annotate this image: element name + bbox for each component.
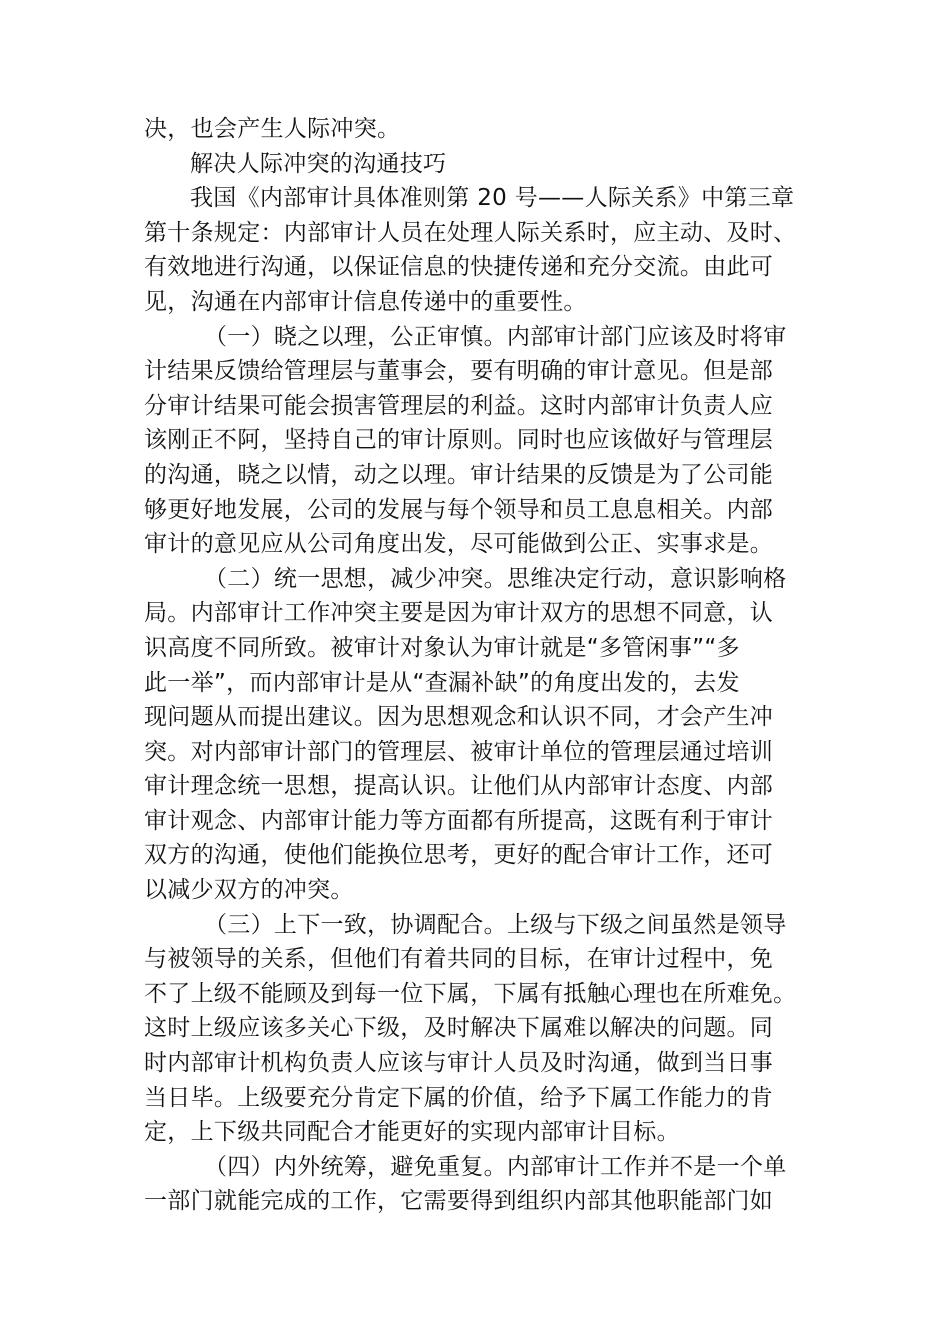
text-line: 第十条规定：内部审计人员在处理人际关系时，应主动、及时、 [144,219,797,246]
text-line: 有效地进行沟通，以保证信息的快捷传递和充分交流。由此可 [144,254,774,281]
text-line: 审计的意见应从公司角度出发，尽可能做到公正、实事求是。 [144,531,774,558]
body-text [144,112,808,1219]
text-line: （四）内外统筹，避免重复。内部审计工作并不是一个单 [204,1153,787,1180]
text-line: 该刚正不阿，坚持自己的审计原则。同时也应该做好与管理层 [144,427,774,454]
text-line: 局。内部审计工作冲突主要是因为审计双方的思想不同意，认 [144,600,774,627]
text-line: 我国《内部审计具体准则第 20 号——人际关系》中第三章 [190,185,795,212]
text-line: 时内部审计机构负责人应该与审计人员及时沟通，做到当日事 [144,1050,774,1077]
text-line: 的沟通，晓之以情，动之以理。审计结果的反馈是为了公司能 [144,461,774,488]
text-line: 见，沟通在内部审计信息传递中的重要性。 [144,288,587,315]
text-line: 突。对内部审计部门的管理层、被审计单位的管理层通过培训 [144,738,774,765]
text-line: 计结果反馈给管理层与董事会，要有明确的审计意见。但是部 [144,358,774,385]
text-line: （三）上下一致，协调配合。上级与下级之间虽然是领导 [204,911,787,938]
text-line: 定，上下级共同配合才能更好的实现内部审计目标。 [144,1119,680,1146]
text-line: 一部门就能完成的工作，它需要得到组织内部其他职能部门如 [144,1188,774,1215]
text-line: 审计理念统一思想，提高认识。让他们从内部审计态度、内部 [144,773,774,800]
text-line: 当日毕。上级要充分肯定下属的价值，给予下属工作能力的肯 [144,1084,774,1111]
text-line: 这时上级应该多关心下级，及时解决下属难以解决的问题。同 [144,1015,774,1042]
text-line: 不了上级不能顾及到每一位下属，下属有抵触心理也在所难免。 [144,980,797,1007]
text-line: （一）晓之以理，公正审慎。内部审计部门应该及时将审 [204,323,787,350]
text-line: 解决人际冲突的沟通技巧 [190,150,447,177]
text-line: （二）统一思想，减少冲突。思维决定行动，意识影响格 [204,565,787,592]
text-line: 现问题从而提出建议。因为思想观念和认识不同，才会产生冲 [144,704,774,731]
text-line: 与被领导的关系，但他们有着共同的目标，在审计过程中，免 [144,946,774,973]
text-line: 决，也会产生人际冲突。 [144,116,401,142]
text-line: 识高度不同所致。被审计对象认为审计就是“多管闲事”“多 [144,634,740,661]
text-line: 以减少双方的冲突。 [144,877,354,904]
text-line: 够更好地发展，公司的发展与每个领导和员工息息相关。内部 [144,496,774,523]
text-line: 审计观念、内部审计能力等方面都有所提高，这既有利于审计 [144,807,774,834]
text-line: 分审计结果可能会损害管理层的利益。这时内部审计负责人应 [144,392,774,419]
text-line: 双方的沟通，使他们能换位思考，更好的配合审计工作，还可 [144,842,774,869]
text-line: 此一举”，而内部审计是从“查漏补缺”的角度出发的，去发 [144,669,740,696]
